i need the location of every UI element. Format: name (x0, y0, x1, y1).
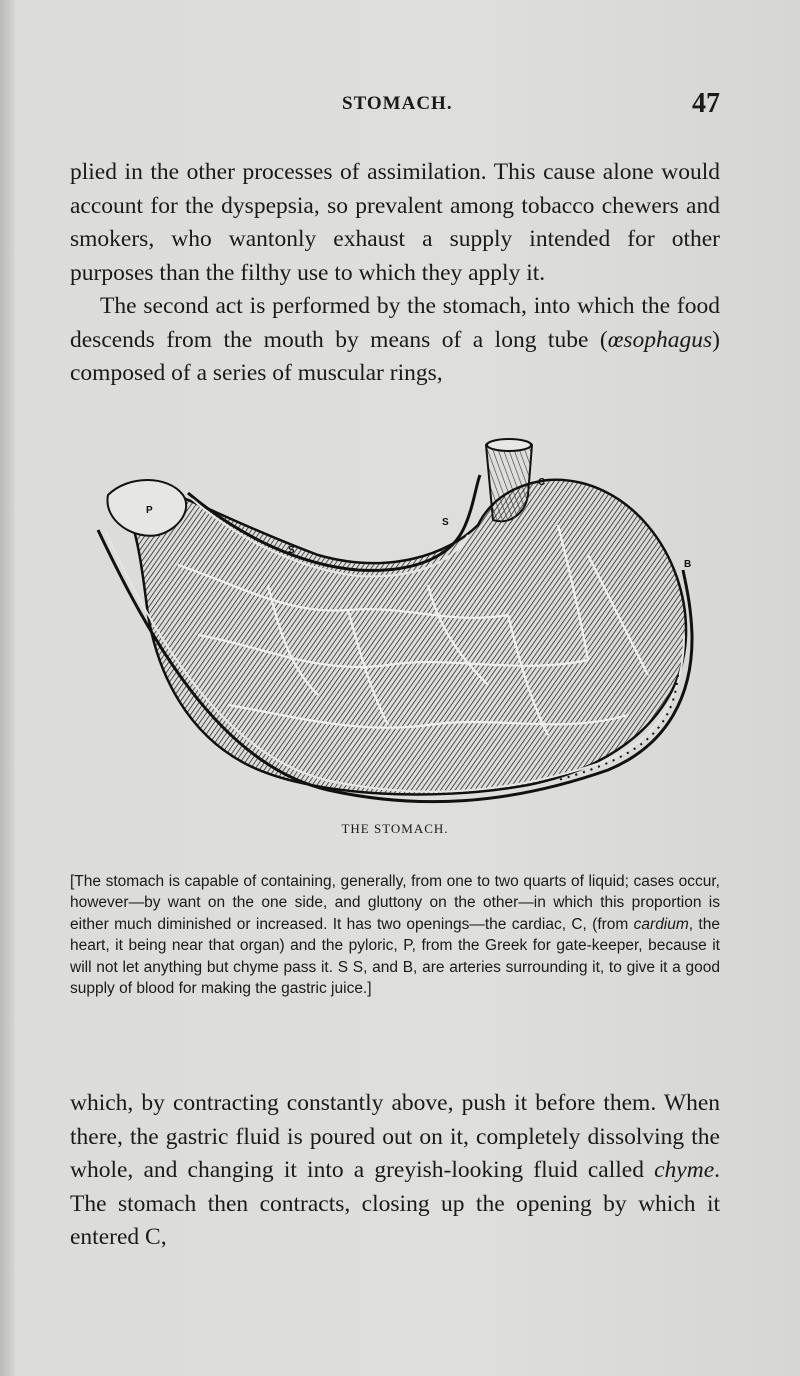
label-b: B (684, 559, 692, 570)
running-head (70, 88, 720, 123)
label-p: P (146, 505, 153, 516)
paragraph-bottom (70, 1087, 720, 1255)
paragraph-1: plied in the other processes of assimilation. This cause alone would account for the dyspepsia, so prevalent among tobacco chewers and smokers, who wantonly exhaust a supply intended for other purposes than the filthy use to which they apply it. (70, 159, 720, 286)
figure-caption: THE STOMACH. (341, 821, 449, 836)
esophagus-opening (487, 439, 531, 451)
running-title: STOMACH. (342, 93, 453, 114)
paragraph-bottom-end: . The stomach then contracts, closing up the opening by which it entered C, (70, 1157, 720, 1250)
note-part-2: , the heart, it being near that organ) and the pyloric, P, from the Greek for gate-keeper, because it will not let anything but chyme pass it. S S, and B, are arteries surrounding it, to give it a good supply of blood for making the gastric juice.] (70, 915, 720, 998)
label-c: C (538, 477, 546, 488)
paragraph-bottom-start: which, by contracting constantly above, push it before them. When there, the gastric fluid is poured out on it, completely dissolving the whole, and changing it into a greyish-looking fluid called (70, 1090, 720, 1183)
paragraph-bottom-italic: chyme (654, 1157, 715, 1183)
binding-edge (0, 0, 14, 1376)
paragraph-2 (70, 290, 720, 391)
stomach-drawing (88, 435, 700, 810)
figure-note (70, 871, 720, 999)
label-s-right: S (442, 517, 449, 528)
paragraph-2-end: ) composed of a series of muscular rings, (70, 326, 720, 386)
paragraph-2-start: The second act is performed by the stomach, into which the food descends from the mouth by means of a long tube ( (70, 293, 720, 353)
paragraph-2-italic: œsophagus (607, 326, 713, 353)
stomach-illustration (88, 435, 700, 810)
paragraph-top (70, 156, 720, 391)
note-part-1: [The stomach is capable of containing, generally, from one to two quarts of liquid; cases occur, however—by want on the one side, and gluttony on the other—in which this proportion is either much diminished or increased. It has two openings—the cardiac, C, (from (70, 873, 720, 933)
page-number: 47 (692, 88, 720, 119)
note-italic: cardium (633, 915, 689, 933)
label-s-left: S (288, 545, 295, 556)
